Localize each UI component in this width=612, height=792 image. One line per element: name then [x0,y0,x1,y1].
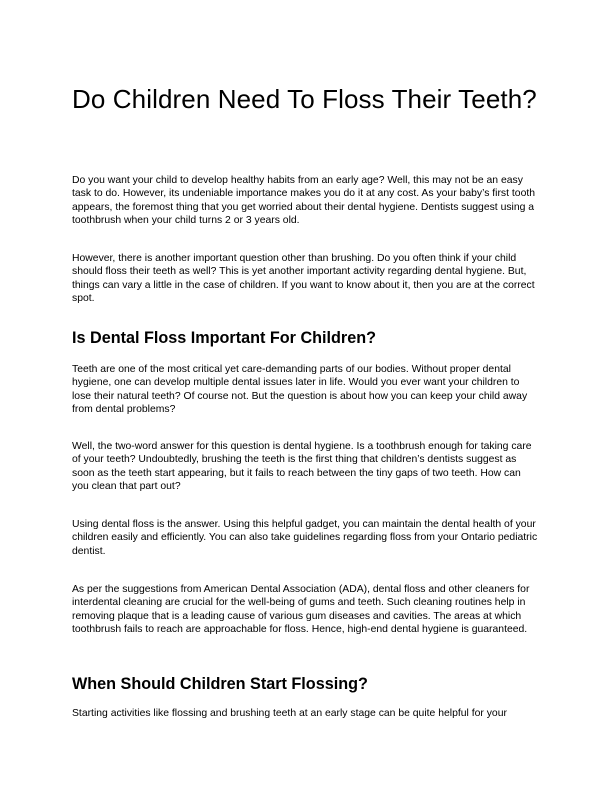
section-heading-when-to-floss: When Should Children Start Flossing? [72,675,368,693]
page-title: Do Children Need To Floss Their Teeth? [72,84,537,114]
paragraph-floss-answer: Using dental floss is the answer. Using this helpful gadget, you can maintain the dental health of your children easily and efficiently. You can also take guidelines regarding floss from your Ontario pediatric dentist. [72,519,538,557]
paragraph-starting-activities: Starting activities like flossing and brushing teeth at an early stage can be quite helpful for your [72,708,507,719]
paragraph-flossing-question: However, there is another important question other than brushing. Do you often think if your child should floss their teeth as well? This is yet another important activity regarding dental hygiene. But, things can vary a little in the case of children. If you want to know about it, then you are at the correct spot. [72,253,535,305]
paragraph-ada-suggestions: As per the suggestions from American Dental Association (ADA), dental floss and other cleaners for interdental cleaning are crucial for the well-being of gums and teeth. Such cleaning routines help in removing plaque that is a leading cause of various gum diseases and cavities. The areas at which toothbrush fails to reach are approachable for floss. Hence, high-end dental hygiene is guaranteed. [72,584,530,636]
paragraph-intro: Do you want your child to develop healthy habits from an early age? Well, this may not be an easy task to do. However, its undeniable importance makes you do it at any cost. As your baby’s first tooth appears, the foremost thing that you get worried about their dental hygiene. Dentists suggest using a toothbrush when your child turns 2 or 3 years old. [72,175,536,227]
paragraph-teeth-care: Teeth are one of the most critical yet care-demanding parts of our bodies. Without proper dental hygiene, one can develop multiple dental issues later in life. Would you ever want your children to lose their natural teeth? Of course not. But the question is about how you can keep your child away from dental problems? [72,364,528,416]
paragraph-dental-hygiene: Well, the two-word answer for this question is dental hygiene. Is a toothbrush enough for taking care of your teeth? Undoubtedly, brushing the teeth is the first thing that children’s dentists suggest as soon as the teeth start appearing, but it fails to reach between the tiny gaps of two teeth. How can you clean that part out? [72,441,532,493]
section-heading-importance: Is Dental Floss Important For Children? [72,329,376,347]
